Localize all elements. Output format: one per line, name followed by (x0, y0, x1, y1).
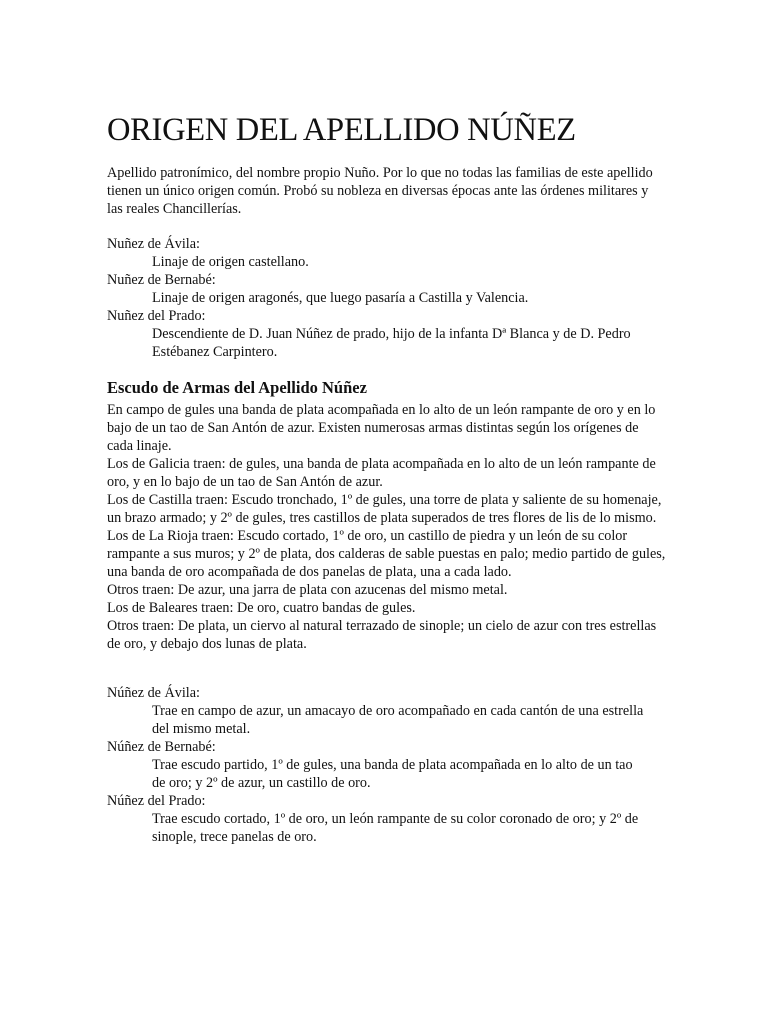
arms-paragraph: Otros traen: De plata, un ciervo al natural terrazado de sinople; un cielo de azur con tres estrellas de oro, y debajo dos lunas de plata. (107, 618, 657, 652)
arms-paragraph: Los de Castilla traen: Escudo tronchado, 1º de gules, una torre de plata y saliente de su homenaje, un brazo armado; y 2º de gules, tres castillos de plata superados de tres flores de lis de lo mismo. (107, 492, 662, 526)
intro-text: Apellido patronímico, del nombre propio Nuño. Por lo que no todas las familias de este apellido tienen un único origen común. Probó su nobleza en diversas épocas ante las órdenes militares y las reales Chancillerías. (107, 165, 653, 217)
arms-description (107, 401, 667, 653)
lineage-description: Descendiente de D. Juan Núñez de prado, hijo de la infanta Dª Blanca y de D. Pedro Estébanez Carpintero. (152, 326, 631, 360)
lineage-name: Nuñez de Bernabé: (107, 272, 216, 288)
arms-lineage-item (107, 738, 667, 792)
arms-lineage-name: Núñez de Bernabé: (107, 739, 216, 755)
lineage-item (107, 307, 667, 361)
shield-section-heading: Escudo de Armas del Apellido Núñez (107, 378, 367, 397)
lineage-item (107, 271, 667, 307)
lineage-name: Nuñez del Prado: (107, 308, 206, 324)
intro-paragraph (107, 164, 667, 218)
lineage-name: Nuñez de Ávila: (107, 236, 200, 252)
arms-lineage-description: Trae escudo cortado, 1º de oro, un león rampante de su color coronado de oro; y 2º de sinople, trece panelas de oro. (152, 811, 639, 845)
arms-paragraph: En campo de gules una banda de plata acompañada en lo alto de un león rampante de oro y en lo bajo de un tao de San Antón de azur. Existen numerosas armas distintas según los orígenes de cada linaje. (107, 402, 656, 454)
arms-paragraph: Los de Galicia traen: de gules, una banda de plata acompañada en lo alto de un león rampante de oro, y en lo bajo de un tao de San Antón de azur. (107, 456, 656, 490)
arms-paragraph: Otros traen: De azur, una jarra de plata con azucenas del mismo metal. (107, 582, 508, 598)
arms-lineage-description: Trae en campo de azur, un amacayo de oro acompañado en cada cantón de una estrella del mismo metal. (152, 703, 644, 737)
lineage-description: Linaje de origen aragonés, que luego pasaría a Castilla y Valencia. (152, 290, 529, 306)
arms-lineage-item (107, 792, 667, 846)
arms-lineage-name: Núñez del Prado: (107, 793, 206, 809)
arms-paragraph: Los de Baleares traen: De oro, cuatro bandas de gules. (107, 600, 416, 616)
lineage-description: Linaje de origen castellano. (152, 254, 309, 270)
arms-lineage-item (107, 684, 667, 738)
arms-lineage-name: Núñez de Ávila: (107, 685, 200, 701)
lineage-item (107, 235, 667, 271)
lineage-list (107, 235, 667, 361)
arms-lineage-description: Trae escudo partido, 1º de gules, una banda de plata acompañada en lo alto de un tao de oro; y 2º de azur, un castillo de oro. (152, 757, 633, 791)
arms-by-lineage-list (107, 684, 667, 846)
arms-paragraph: Los de La Rioja traen: Escudo cortado, 1º de oro, un castillo de piedra y un león de su color rampante a sus muros; y 2º de plata, dos calderas de sable puestas en palo; medio partido de gules, una banda de oro acompañada de dos panelas de plata, una a cada lado. (107, 528, 666, 580)
document-title: ORIGEN DEL APELLIDO NÚÑEZ (107, 112, 576, 148)
